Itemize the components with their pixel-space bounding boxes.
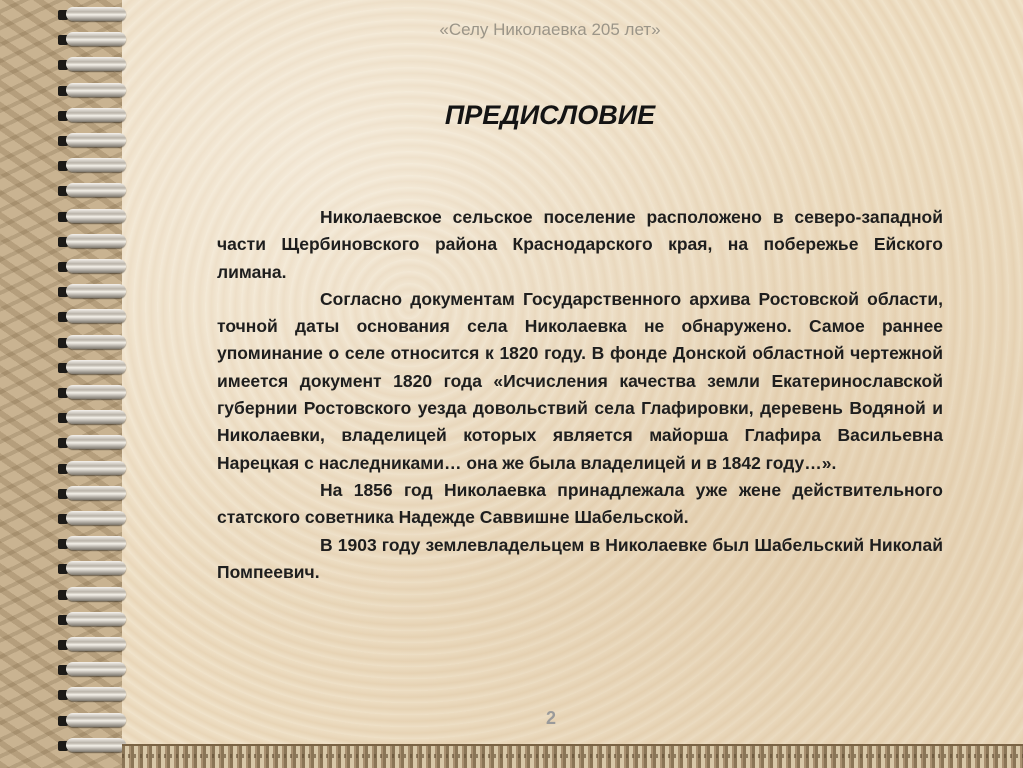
binding-wire — [66, 209, 126, 223]
binding-wire — [66, 587, 126, 601]
binding-wire — [66, 360, 126, 374]
binding-wire — [66, 284, 126, 298]
spiral-ring — [58, 407, 130, 429]
spiral-ring — [58, 483, 130, 505]
spiral-ring — [58, 206, 130, 228]
spiral-ring — [58, 609, 130, 631]
binding-wire — [66, 83, 126, 97]
spiral-ring — [58, 432, 130, 454]
binding-wire — [66, 637, 126, 651]
binding-wire — [66, 536, 126, 550]
binding-wire — [66, 133, 126, 147]
spiral-ring — [58, 558, 130, 580]
spiral-ring — [58, 584, 130, 606]
binding-wire — [66, 511, 126, 525]
spiral-ring — [58, 155, 130, 177]
binding-wire — [66, 612, 126, 626]
body-text — [217, 204, 943, 586]
binding-wire — [66, 486, 126, 500]
spiral-ring — [58, 4, 130, 26]
spiral-ring — [58, 256, 130, 278]
spiral-binding — [58, 4, 130, 764]
page-title: ПРЕДИСЛОВИЕ — [444, 100, 656, 130]
binding-wire — [66, 32, 126, 46]
paragraph-1: Николаевское сельское поселение расположено в северо-западной части Щербиновского района Краснодарского края, на побережье Ейского лимана. — [217, 207, 943, 282]
spiral-ring — [58, 533, 130, 555]
spiral-ring — [58, 735, 130, 757]
binding-wire — [66, 435, 126, 449]
page-number: 2 — [545, 708, 556, 728]
binding-wire — [66, 234, 126, 248]
spiral-ring — [58, 508, 130, 530]
binding-wire — [66, 662, 126, 676]
spiral-ring — [58, 54, 130, 76]
paragraph-3: На 1856 год Николаевка принадлежала уже жене действительного статского советника Надежде Саввишне Шабельской. — [217, 479, 943, 528]
spiral-ring — [58, 105, 130, 127]
binding-wire — [66, 57, 126, 71]
spiral-ring — [58, 357, 130, 379]
binding-wire — [66, 158, 126, 172]
slide-header: «Селу Николаевка 205 лет» — [439, 20, 661, 39]
spiral-ring — [58, 332, 130, 354]
spiral-ring — [58, 306, 130, 328]
binding-wire — [66, 687, 126, 701]
spiral-ring — [58, 710, 130, 732]
spiral-ring — [58, 684, 130, 706]
paragraph-2: Согласно документам Государственного архива Ростовской области, точной даты основания села Николаевка не обнаружено. Самое раннее упоминание о селе относится к 1820 году. В фонде Донской областной чертежной имеется документ 1820 года «Исчисления качества земли Екатеринославской губернии Ростовского уезда довольствий села Глафировки, деревень Водяной и Николаевки, владелицей которых является майорша Глафира Васильевна Нарецкая с наследниками… она же была владелицей и в 1842 году…». — [217, 288, 943, 473]
spiral-ring — [58, 180, 130, 202]
binding-wire — [66, 259, 126, 273]
binding-wire — [66, 410, 126, 424]
decorative-bottom-border — [122, 744, 1023, 768]
spiral-ring — [58, 130, 130, 152]
spiral-ring — [58, 231, 130, 253]
binding-wire — [66, 335, 126, 349]
binding-wire — [66, 309, 126, 323]
spiral-ring — [58, 659, 130, 681]
spiral-ring — [58, 634, 130, 656]
spiral-ring — [58, 29, 130, 51]
spiral-ring — [58, 281, 130, 303]
spiral-ring — [58, 458, 130, 480]
binding-wire — [66, 108, 126, 122]
paragraph-4: В 1903 году землевладельцем в Николаевке был Шабельский Николай Помпеевич. — [217, 534, 943, 582]
spiral-ring — [58, 80, 130, 102]
binding-wire — [66, 713, 126, 727]
binding-wire — [66, 385, 126, 399]
binding-wire — [66, 7, 126, 21]
spiral-ring — [58, 382, 130, 404]
binding-wire — [66, 183, 126, 197]
binding-wire — [66, 461, 126, 475]
binding-wire — [66, 738, 126, 752]
binding-wire — [66, 561, 126, 575]
